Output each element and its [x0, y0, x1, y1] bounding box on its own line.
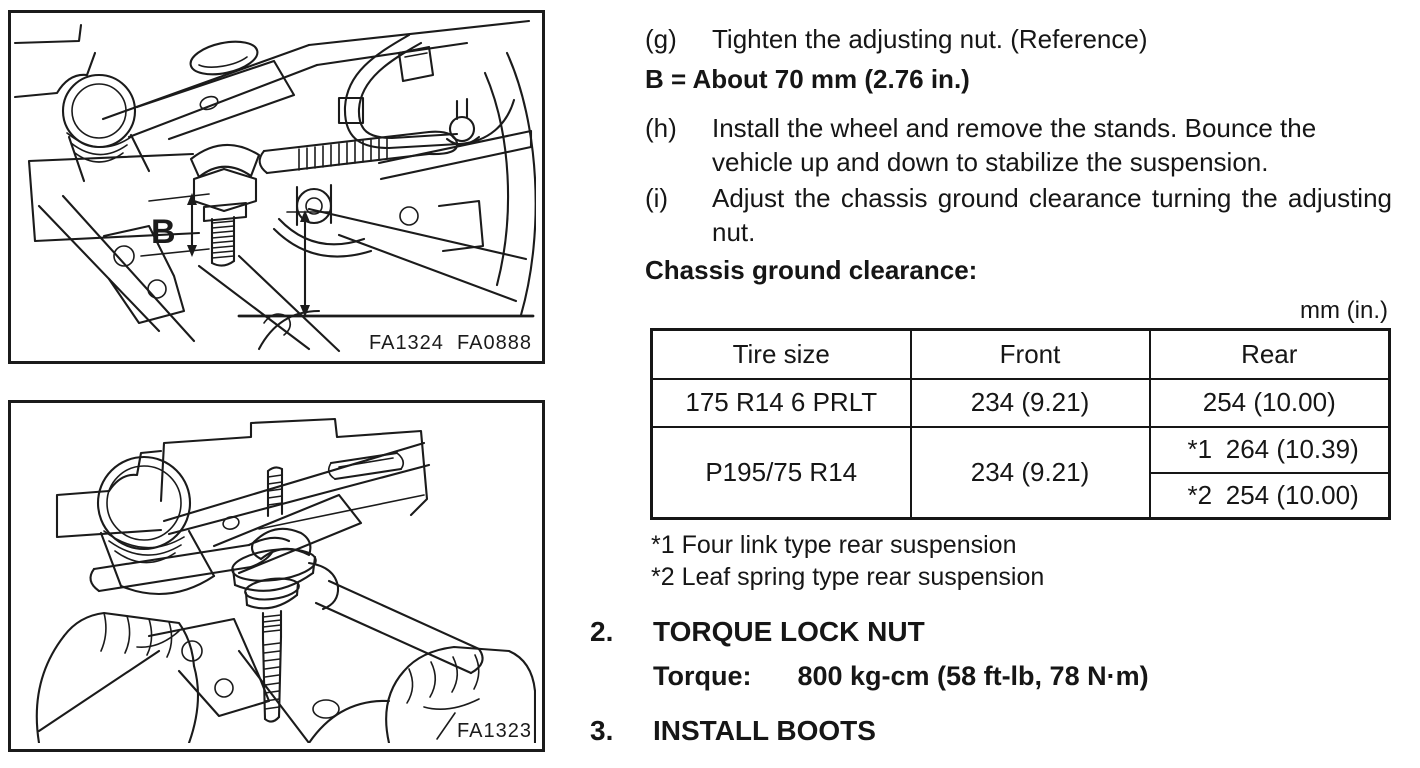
- table-unit-label: mm (in.): [1300, 297, 1388, 324]
- footnote-mark-1: *1: [1187, 434, 1213, 464]
- step-g-marker: (g): [645, 24, 677, 54]
- cell-rear-1: 254 (10.00): [1150, 379, 1390, 427]
- step-h: [645, 111, 1392, 179]
- header-rear: Rear: [1150, 330, 1390, 379]
- header-tire-size: Tire size: [652, 330, 911, 379]
- step-g-text: Tighten the adjusting nut. (Reference): [712, 24, 1148, 54]
- cell-tire-2: P195/75 R14: [652, 427, 911, 519]
- footnote-1: *1 Four link type rear suspension: [651, 531, 1017, 559]
- step-i-text: Adjust the chassis ground clearance turning the adjusting nut.: [712, 183, 1392, 247]
- figure-front-suspension: [8, 10, 545, 364]
- torque-spec-value: 800 kg-cm (58 ft-lb, 78 N·m): [797, 661, 1149, 691]
- table-header-row: [652, 330, 1390, 379]
- figure-code-bottom: FA1323: [457, 720, 532, 742]
- table-row: [652, 379, 1390, 427]
- footnote-2: *2 Leaf spring type rear suspension: [651, 563, 1045, 591]
- header-front: Front: [911, 330, 1150, 379]
- torque-spec-line: [653, 661, 1149, 692]
- reference-b-value: B = About 70 mm (2.76 in.): [645, 64, 970, 94]
- step-i: [645, 181, 1392, 249]
- torque-lock-nut-illustration: [11, 403, 536, 743]
- section-3-title: INSTALL BOOTS: [653, 715, 876, 746]
- step-h-marker: (h): [645, 113, 677, 143]
- section-2-title: TORQUE LOCK NUT: [653, 616, 925, 647]
- cell-rear-2a-value: 264 (10.39): [1225, 434, 1359, 464]
- step-h-text: Install the wheel and remove the stands. Bounce the vehicle up and down to stabilize the suspension.: [712, 113, 1317, 177]
- section-install-boots: [590, 716, 1390, 746]
- clearance-table: [650, 328, 1391, 520]
- section-torque-lock-nut: [590, 617, 1390, 647]
- figure-code-top: FA1324 FA0888: [368, 332, 532, 354]
- cell-front-1: 234 (9.21): [911, 379, 1150, 427]
- cell-rear-2a: [1150, 427, 1390, 473]
- front-suspension-illustration: [11, 13, 536, 355]
- cell-rear-2b-value: 254 (10.00): [1225, 479, 1359, 510]
- section-2-number: 2.: [590, 616, 614, 647]
- cell-front-2: 234 (9.21): [911, 427, 1150, 519]
- dimension-b-label: B: [151, 213, 176, 251]
- torque-spec-label: Torque:: [653, 661, 752, 691]
- clearance-heading: Chassis ground clearance:: [645, 255, 978, 285]
- cell-tire-1: 175 R14 6 PRLT: [652, 379, 911, 427]
- table-row: [652, 427, 1390, 473]
- footnote-mark-2: *2: [1187, 479, 1213, 510]
- step-g: [645, 22, 1390, 56]
- section-3-number: 3.: [590, 715, 614, 746]
- cell-rear-2b: [1150, 473, 1390, 519]
- figure-torque-lock-nut: [8, 400, 545, 752]
- step-i-marker: (i): [645, 183, 669, 213]
